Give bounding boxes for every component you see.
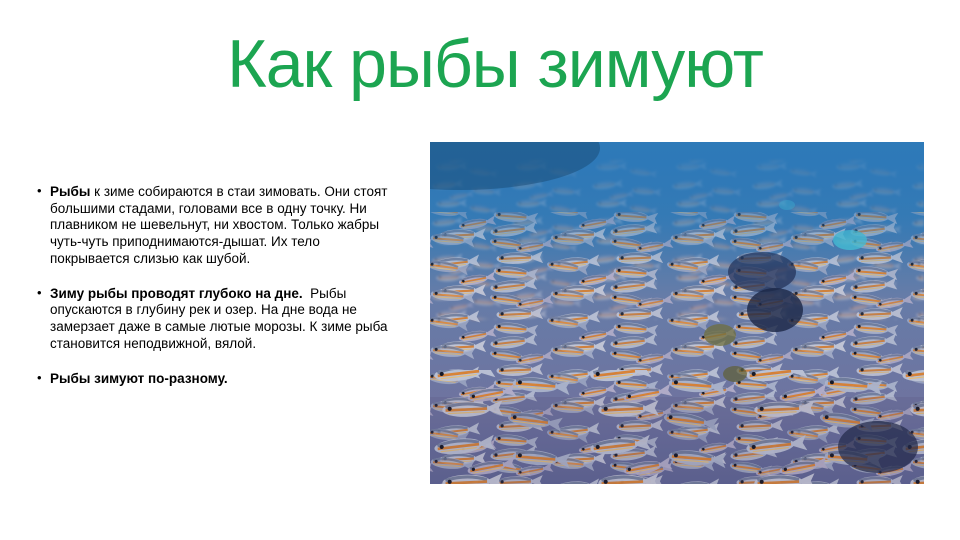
bullet-item: [36, 371, 400, 388]
school-of-fish-photo: [430, 142, 924, 484]
bullet-lead-text: Зиму рыбы проводят глубоко на дне.: [50, 285, 303, 301]
bullet-lead-text: Рыбы: [50, 184, 91, 199]
bullet-marker: •: [37, 369, 42, 385]
bullet-lead-text: Рыбы зимуют по-разному.: [50, 370, 228, 386]
bullet-item: [36, 184, 400, 268]
fish-photo-illustration: [430, 142, 924, 484]
bullet-marker: •: [37, 284, 42, 300]
slide-body-text: [36, 184, 400, 405]
bullet-rest-text: Рыбы опускаются в глубину рек и озер. На дне вода не замерзает даже в самые лютые морозы. К зиме рыба становится неподвижной, вялой.: [50, 285, 392, 351]
bullet-item: [36, 286, 400, 353]
bullet-list: [36, 184, 400, 387]
bullet-rest-text: к зиме собираются в стаи зимовать. Они стоят большими стадами, головами все в одну точку. Ни плавником не шевельнут, ни хвостом. Только жабры чуть-чуть приподнимаются-дышат. Их тело покрывается слизью как шубой.: [50, 184, 392, 266]
slide-title: Как рыбы зимуют: [227, 26, 763, 102]
bullet-marker: •: [37, 183, 42, 198]
